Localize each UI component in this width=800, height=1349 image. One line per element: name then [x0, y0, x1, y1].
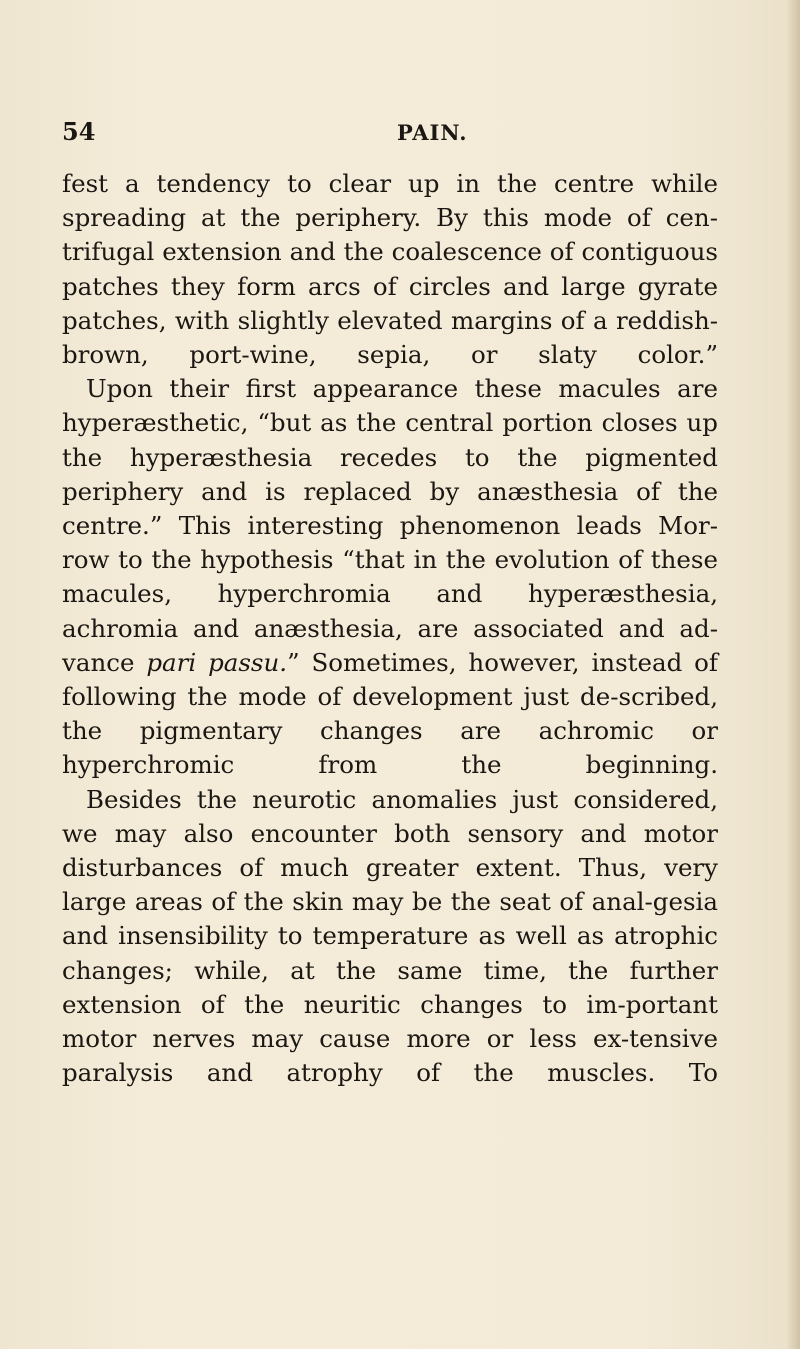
italic-phrase: pari passu. [146, 647, 288, 677]
body-text [62, 167, 718, 1090]
page-header [62, 117, 718, 147]
page-number: 54 [62, 117, 96, 146]
paragraph-hyperaesthesia [62, 372, 718, 782]
paragraph-continued: fest a tendency to clear up in the centre while spreading at the periphery. By this mode of cen-trifugal extension and the coalescence of contiguous patches they form arcs of circles and large gyrate patches, with slightly elevated margins of a reddish-brown, port-wine, sepia, or slaty color.” [62, 169, 718, 370]
paragraph-neurotic-anomalies: Besides the neurotic anomalies just considered, we may also encounter both sensory and motor disturbances of much greater extent. Thus, very large areas of the skin may be the seat of anal-gesia and insensibility to temperature as well as atrophic changes; while, at the same time, the further extension of the neuritic changes to im-portant motor nerves may cause more or less ex-tensive paralysis and atrophy of the muscles. To [62, 784, 718, 1088]
paragraph-text-part: Upon their first appearance these macules are hyperæsthetic, “but as the central portion closes up the hyperæsthesia recedes to the pigmented periphery and is replaced by anæsthesia of the centre.” This interesting phenomenon leads Mor-row to the hypothesis “that in the evolution of these macules, hyperchromia and hyperæsthesia, achromia and anæsthesia, are associated and ad-vance [62, 374, 718, 677]
page-edge-shadow [786, 0, 800, 1349]
running-title: PAIN. [397, 120, 468, 145]
paragraph-text-part: ” Sometimes, however, instead of following the mode of development just de-scribed, the pigmentary changes are achromic or hyperchromic from the beginning. [62, 647, 718, 780]
